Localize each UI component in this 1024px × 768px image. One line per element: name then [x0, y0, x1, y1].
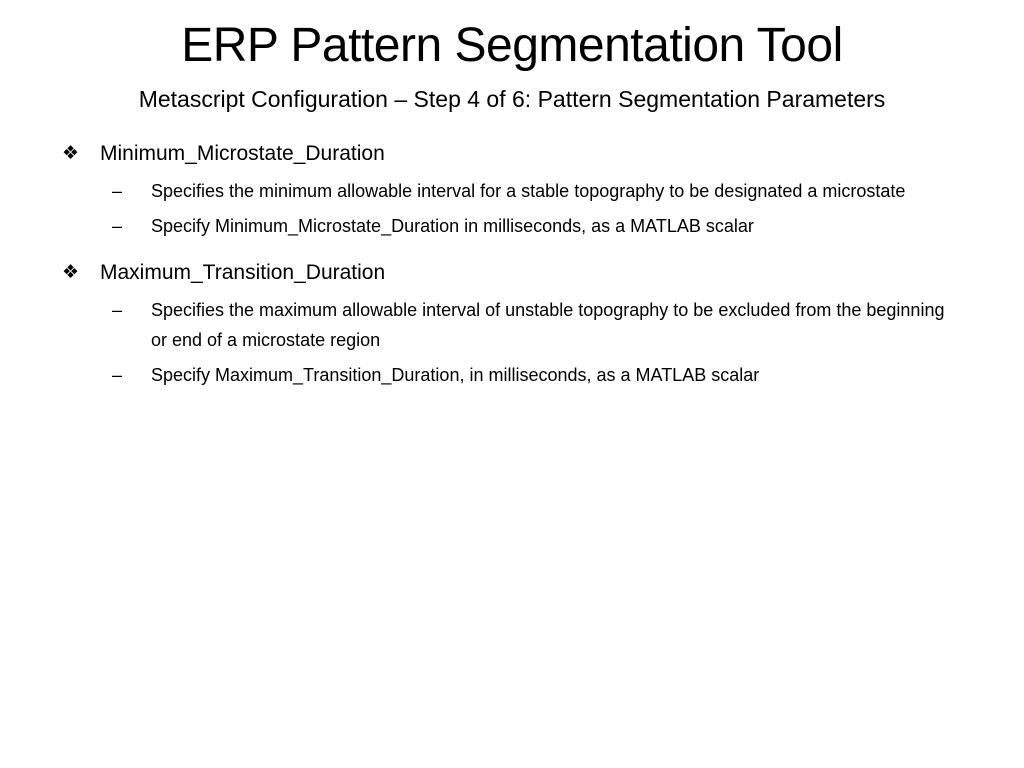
bullet-item: [60, 259, 960, 287]
sub-bullet-item: [112, 176, 960, 206]
slide-title: ERP Pattern Segmentation Tool: [181, 19, 843, 72]
dash-bullet: –: [112, 216, 123, 236]
section-minimum-microstate-duration: [60, 140, 960, 241]
section-maximum-transition-duration: [60, 259, 960, 390]
bullet-item: [60, 140, 960, 168]
sub-bullet-item: [112, 360, 960, 390]
dash-bullet: –: [112, 300, 123, 320]
diamond-bullet-icon: ❖: [62, 262, 80, 283]
bullet-heading: Minimum_Microstate_Duration: [100, 142, 385, 165]
diamond-bullet-icon: ❖: [62, 143, 80, 164]
dash-bullet: –: [112, 365, 123, 385]
slide-subtitle: Metascript Configuration – Step 4 of 6: Pattern Segmentation Parameters: [138, 86, 886, 112]
sub-bullet-item: [112, 211, 960, 241]
dash-bullet: –: [112, 181, 123, 201]
sub-bullet-item: [112, 295, 960, 355]
bullet-heading: Maximum_Transition_Duration: [100, 261, 386, 284]
sub-bullet-text: Specifies the minimum allowable interval for a stable topography to be designated a microstate: [151, 181, 906, 201]
sub-bullet-text: Specifies the maximum allowable interval of unstable topography to be excluded from the beginning or end of a microstate region: [151, 300, 945, 350]
sub-bullet-text: Specify Minimum_Microstate_Duration in milliseconds, as a MATLAB scalar: [151, 216, 754, 236]
bullet-list: [60, 140, 960, 408]
sub-bullet-text: Specify Maximum_Transition_Duration, in milliseconds, as a MATLAB scalar: [151, 365, 760, 385]
